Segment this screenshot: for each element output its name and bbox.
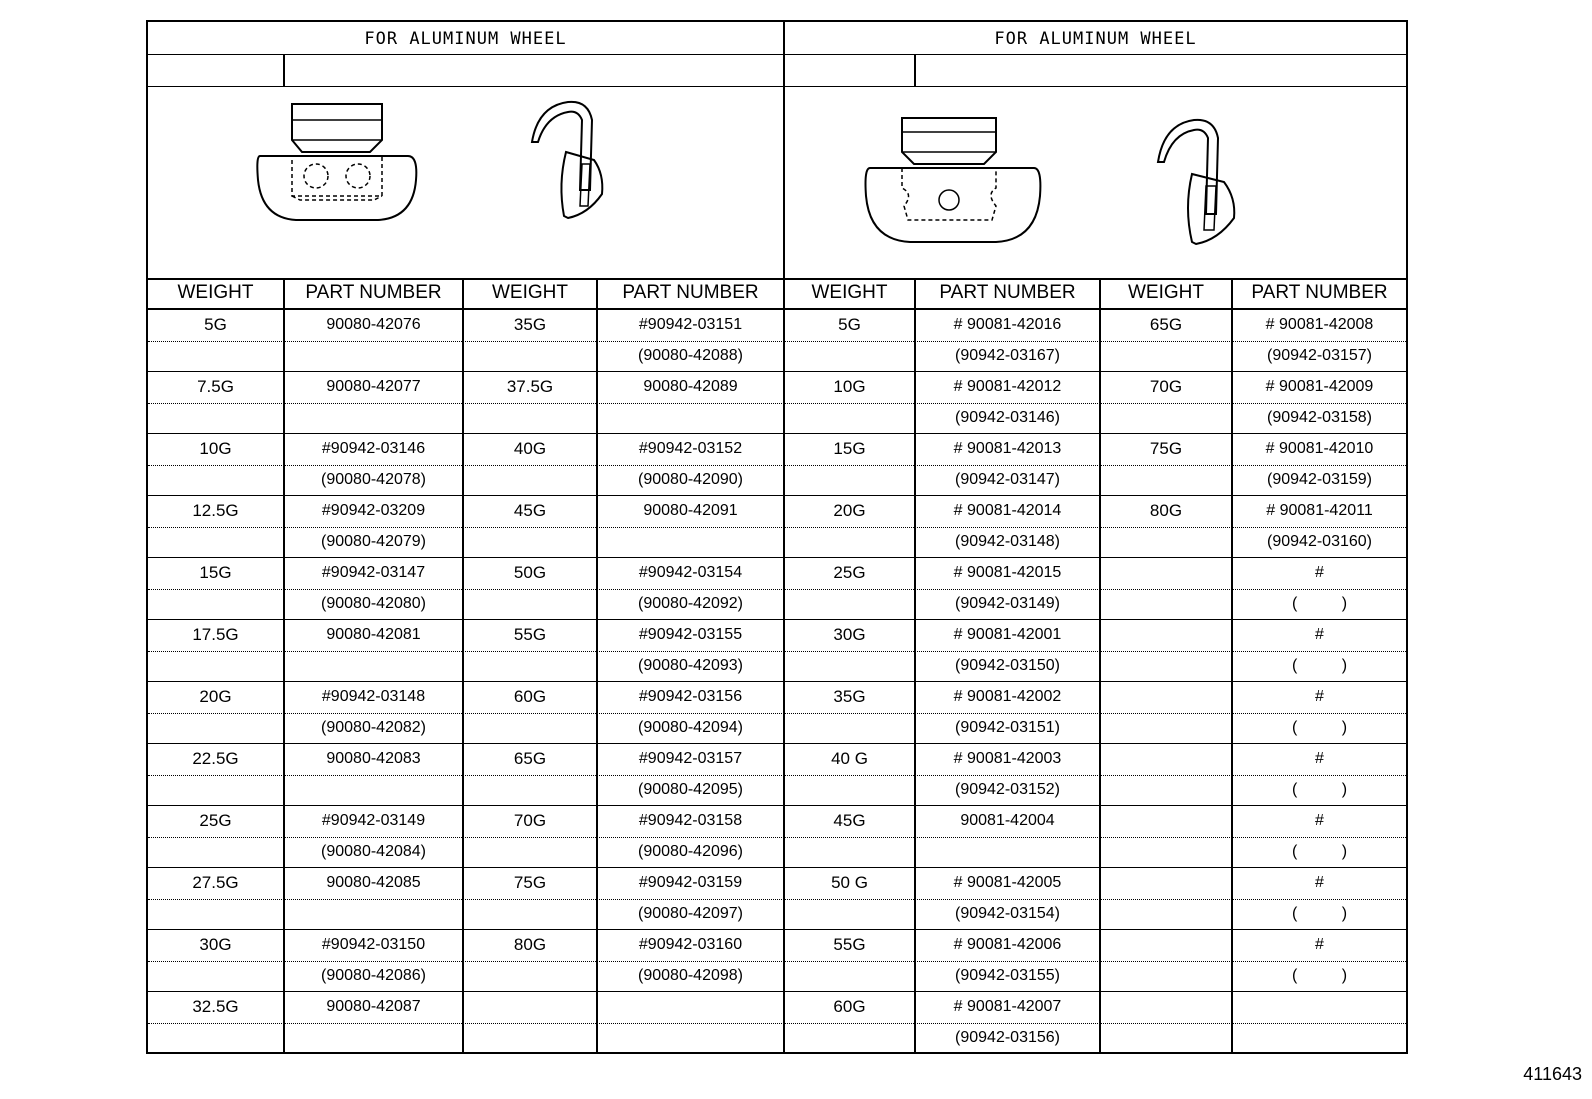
alt-part-number-cell: (90080-42088)	[638, 347, 743, 364]
part-number-cell: # 90081-42013	[953, 440, 1062, 457]
parts-table	[146, 20, 1408, 1054]
part-number-cell: #90942-03147	[321, 564, 426, 581]
part-number-cell: #90942-03154	[638, 564, 743, 581]
weight-cell: 32.5G	[192, 997, 239, 1016]
weight-cell: 7.5G	[197, 377, 234, 396]
alt-part-number-cell: (90080-42095)	[638, 781, 743, 798]
alt-part-number-cell: (90942-03155)	[955, 967, 1060, 984]
alt-part-number-cell: (90942-03150)	[955, 657, 1060, 674]
alt-part-number-cell: (90080-42094)	[638, 719, 743, 736]
weight-cell	[464, 992, 596, 1022]
weight-cell: 60G	[513, 687, 547, 706]
part-number-cell: #90942-03159	[638, 874, 743, 891]
weight-cell	[1101, 620, 1231, 650]
weight-cell: 20G	[833, 501, 866, 520]
part-number-cell: #90942-03209	[321, 502, 426, 519]
part-number-cell: 90080-42085	[326, 874, 421, 891]
part-number-cell: # 90081-42002	[953, 688, 1062, 705]
part-number-cell: 90080-42087	[326, 998, 421, 1015]
weight-cell	[1101, 682, 1231, 712]
part-number-cell	[598, 992, 783, 1022]
weight-cell: 60G	[833, 997, 866, 1016]
alt-part-number-cell: ( )	[1291, 781, 1348, 798]
alt-part-number-cell: ( )	[1291, 719, 1348, 736]
weight-cell: 12.5G	[192, 501, 239, 520]
alt-part-number-cell: ( )	[1291, 595, 1348, 612]
part-number-cell: #	[1315, 936, 1324, 953]
weight-cell: 55G	[513, 625, 547, 644]
line-title-bottom	[148, 54, 1406, 55]
weight-cell	[1101, 558, 1231, 588]
header-part-number-2: PART NUMBER	[622, 282, 759, 303]
weight-cell: 80G	[1149, 501, 1183, 520]
part-number-cell	[1233, 992, 1406, 1022]
alt-part-number-cell: (90942-03154)	[955, 905, 1060, 922]
part-number-cell: 90080-42081	[326, 626, 421, 643]
alt-part-number-cell: (90080-42079)	[321, 533, 426, 550]
weight-cell: 17.5G	[192, 625, 239, 644]
part-number-cell: #90942-03160	[638, 936, 743, 953]
clip-on-weight-notched-icon	[862, 112, 1042, 247]
header-weight-4: WEIGHT	[1128, 282, 1204, 303]
part-number-cell: #90942-03149	[321, 812, 426, 829]
alt-part-number-cell: (90080-42082)	[321, 719, 426, 736]
part-number-cell: #90942-03157	[638, 750, 743, 767]
header-part-number-1: PART NUMBER	[305, 282, 442, 303]
part-number-cell: # 90081-42005	[953, 874, 1062, 891]
part-number-cell: #90942-03156	[638, 688, 743, 705]
alt-part-number-cell: (90942-03151)	[955, 719, 1060, 736]
wheel-weight-clip-icon	[518, 94, 628, 224]
alt-part-number-cell	[285, 899, 462, 929]
weight-cell: 45G	[833, 811, 866, 830]
part-number-cell: #	[1315, 874, 1324, 891]
part-number-cell: #	[1315, 688, 1324, 705]
part-number-cell: 90080-42089	[643, 378, 738, 395]
weight-cell: 75G	[513, 873, 547, 892]
part-number-cell: # 90081-42009	[1265, 378, 1374, 395]
clip-on-weight-round-holes-icon	[248, 100, 418, 225]
alt-part-number-cell: (90942-03167)	[955, 347, 1060, 364]
alt-part-number-cell	[285, 341, 462, 371]
alt-part-number-cell: (90080-42096)	[638, 843, 743, 860]
weight-cell: 10G	[833, 377, 866, 396]
weight-cell	[1101, 806, 1231, 836]
weight-cell: 5G	[204, 315, 227, 334]
part-number-cell: # 90081-42016	[953, 316, 1062, 333]
header-part-number-4: PART NUMBER	[1251, 282, 1388, 303]
header-weight-2: WEIGHT	[492, 282, 568, 303]
part-number-cell: # 90081-42011	[1266, 502, 1373, 519]
divider-col1-top	[283, 54, 285, 86]
alt-part-number-cell: (90080-42078)	[321, 471, 426, 488]
weight-cell: 50 G	[831, 873, 868, 892]
weight-cell: 80G	[513, 935, 547, 954]
alt-part-number-cell: ( )	[1291, 657, 1348, 674]
alt-part-number-cell: (90942-03147)	[955, 471, 1060, 488]
alt-part-number-cell: (90942-03148)	[955, 533, 1060, 550]
alt-part-number-cell: (90080-42097)	[638, 905, 743, 922]
part-number-cell: 90080-42077	[326, 378, 421, 395]
part-number-cell: #90942-03150	[321, 936, 426, 953]
alt-part-number-cell	[285, 403, 462, 433]
weight-cell: 40 G	[831, 749, 868, 768]
alt-part-number-cell: (90942-03157)	[1267, 347, 1372, 364]
alt-part-number-cell: (90080-42080)	[321, 595, 426, 612]
divider-col5-top	[914, 54, 916, 86]
part-number-cell: #	[1315, 626, 1324, 643]
alt-part-number-cell	[598, 527, 783, 557]
alt-part-number-cell: (90080-42086)	[321, 967, 426, 984]
alt-part-number-cell	[1233, 1023, 1406, 1053]
weight-cell: 10G	[199, 439, 232, 458]
left-section-title: FOR ALUMINUM WHEEL	[364, 29, 567, 49]
weight-cell: 22.5G	[192, 749, 239, 768]
part-number-cell: 90080-42076	[326, 316, 421, 333]
header-weight-1: WEIGHT	[177, 282, 254, 303]
header-weight-3: WEIGHT	[811, 282, 888, 303]
part-number-cell: # 90081-42006	[953, 936, 1062, 953]
part-number-cell: #	[1315, 564, 1324, 581]
part-number-cell: # 90081-42012	[953, 378, 1062, 395]
weight-cell: 15G	[833, 439, 866, 458]
part-number-cell: # 90081-42008	[1265, 316, 1374, 333]
alt-part-number-cell	[598, 403, 783, 433]
weight-cell	[1101, 992, 1231, 1022]
alt-part-number-cell: (90942-03159)	[1267, 471, 1372, 488]
alt-part-number-cell	[285, 651, 462, 681]
weight-cell: 20G	[199, 687, 232, 706]
part-number-cell: # 90081-42003	[953, 750, 1062, 767]
part-number-cell: #90942-03152	[638, 440, 743, 457]
weight-cell: 35G	[513, 315, 547, 334]
document-id: 411643	[1523, 1064, 1582, 1084]
alt-part-number-cell: (90080-42093)	[638, 657, 743, 674]
part-number-cell: # 90081-42001	[953, 626, 1062, 643]
alt-part-number-cell: (90942-03160)	[1267, 533, 1372, 550]
weight-cell: 25G	[199, 811, 232, 830]
weight-cell: 30G	[833, 625, 866, 644]
alt-part-number-cell: (90080-42092)	[638, 595, 743, 612]
part-number-cell: # 90081-42014	[953, 502, 1062, 519]
weight-cell: 50G	[513, 563, 547, 582]
part-number-cell: # 90081-42015	[953, 564, 1062, 581]
wheel-weight-clip-icon-right	[1144, 112, 1254, 252]
alt-part-number-cell: (90080-42098)	[638, 967, 743, 984]
part-number-cell: #90942-03155	[638, 626, 743, 643]
alt-part-number-cell: ( )	[1291, 967, 1348, 984]
weight-cell: 75G	[1149, 439, 1183, 458]
alt-part-number-cell: ( )	[1291, 843, 1348, 860]
part-number-cell: #	[1315, 750, 1324, 767]
weight-cell: 40G	[513, 439, 547, 458]
alt-part-number-cell: (90942-03158)	[1267, 409, 1372, 426]
alt-part-number-cell: (90942-03149)	[955, 595, 1060, 612]
alt-part-number-cell	[598, 1023, 783, 1053]
weight-cell: 37.5G	[506, 377, 554, 396]
weight-cell: 27.5G	[192, 873, 239, 892]
right-section-title: FOR ALUMINUM WHEEL	[994, 29, 1197, 49]
part-number-cell: #90942-03151	[638, 316, 743, 333]
alt-part-number-cell	[916, 837, 1099, 867]
weight-cell: 70G	[1149, 377, 1183, 396]
part-number-cell: #90942-03148	[321, 688, 426, 705]
alt-part-number-cell: (90080-42090)	[638, 471, 743, 488]
alt-part-number-cell: (90942-03146)	[955, 409, 1060, 426]
weight-cell: 45G	[513, 501, 547, 520]
alt-part-number-cell: (90080-42084)	[321, 843, 426, 860]
weight-cell: 5G	[838, 315, 861, 334]
alt-part-number-cell: (90942-03156)	[955, 1029, 1060, 1046]
alt-part-number-cell	[285, 775, 462, 805]
part-number-cell: #90942-03158	[638, 812, 743, 829]
weight-cell: 55G	[833, 935, 866, 954]
header-part-number-3: PART NUMBER	[939, 282, 1076, 303]
part-number-cell: #	[1315, 812, 1324, 829]
weight-cell: 25G	[833, 563, 866, 582]
weight-cell: 35G	[833, 687, 866, 706]
weight-cell: 15G	[199, 563, 232, 582]
part-number-cell: # 90081-42010	[1265, 440, 1374, 457]
alt-part-number-cell: ( )	[1291, 905, 1348, 922]
weight-cell: 30G	[199, 935, 232, 954]
weight-cell: 65G	[513, 749, 547, 768]
weight-cell: 65G	[1149, 315, 1183, 334]
line-blank-bottom	[148, 86, 1406, 87]
weight-cell	[1101, 868, 1231, 898]
part-number-cell: 90081-42004	[960, 812, 1055, 829]
part-number-cell: 90080-42091	[643, 502, 738, 519]
alt-part-number-cell	[285, 1023, 462, 1053]
weight-cell: 70G	[513, 811, 547, 830]
part-number-cell: #90942-03146	[321, 440, 426, 457]
weight-cell	[1101, 744, 1231, 774]
alt-part-number-cell: (90942-03152)	[955, 781, 1060, 798]
part-number-cell: 90080-42083	[326, 750, 421, 767]
part-number-cell: # 90081-42007	[953, 998, 1062, 1015]
weight-cell	[1101, 930, 1231, 960]
